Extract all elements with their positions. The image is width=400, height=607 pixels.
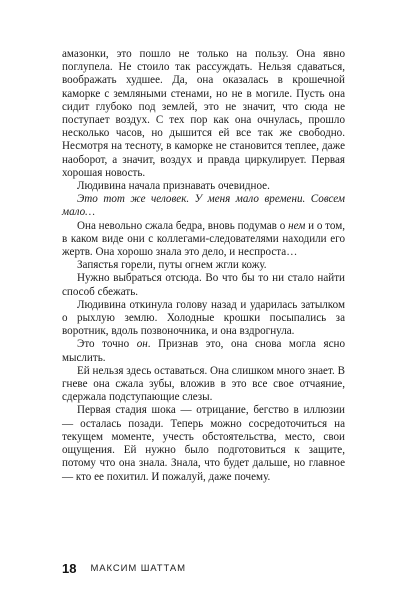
paragraph-4-emphasis: нем <box>288 219 306 232</box>
paragraph-6: Нужно выбраться отсюда. Во что бы то ни стало найти способ сбежать. <box>62 272 345 298</box>
paragraph-8-part-1: Это точно <box>77 338 137 351</box>
page-body <box>62 48 345 484</box>
paragraph-9: Ей нельзя здесь оставаться. Она слишком много знает. В гневе она сжала зубы, вложив в это все свое отчаяние, сдержала подступающие слезы. <box>62 364 345 404</box>
paragraph-8 <box>62 338 345 364</box>
paragraph-4-part-1: Она невольно сжала бедра, вновь подумав о <box>77 219 289 232</box>
paragraph-4-part-3: и о том, в каком виде они с коллегами-следователями находили его жертв. Она хорошо знала это дело, и неспроста… <box>62 219 345 259</box>
paragraph-8-emphasis: он <box>136 338 148 351</box>
paragraph-2: Людивина начала признавать очевидное. <box>77 180 270 193</box>
paragraph-8-part-3: . Признав это, она снова могла ясно мыслить. <box>62 338 345 364</box>
running-head-author: МАКСИМ ШАТТАМ <box>90 562 186 574</box>
page-number: 18 <box>62 560 77 576</box>
paragraph-4 <box>62 220 345 260</box>
paragraph-10: Первая стадия шока — отрицание, бегство в иллюзии — осталась позади. Теперь можно сосредоточиться на текущем моменте, учесть обстоятельства, место, свои ощущения. Ей нужно было подготовиться к защите, потому что она знала. Знала, что будет дальше, но главное — кто ее похитил. И пожалуй, даже почему. <box>62 404 345 483</box>
paragraph-1: амазонки, это пошло не только на пользу. Она явно поглупела. Не стоило так рассуждать. Нельзя сдаваться, воображать худшее. Да, она оказалась в крошечной каморке с земляными стенами, но не в могиле. Пусть она сидит глубоко под землей, это не значит, что сюда не поступает воздух. С тех пор как она очнулась, прошло несколько часов, но дышится ей все так же свободно. Несмотря на тесноту, в каморке не становится теплее, даже наоборот, а значит, воздух и правда циркулирует. Первая хорошая новость. <box>62 48 345 179</box>
paragraph-5: Запястья горели, путы огнем жгли кожу. <box>77 259 267 272</box>
paragraph-7: Людивина откинула голову назад и ударилась затылком о рыхлую землю. Холодные крошки посыпались за воротник, вдоль позвоночника, и она вздрогнула. <box>62 298 345 338</box>
paragraph-3-inner-voice: Это тот же человек. У меня мало времени. Совсем мало… <box>62 193 345 219</box>
page-footer <box>62 560 186 576</box>
